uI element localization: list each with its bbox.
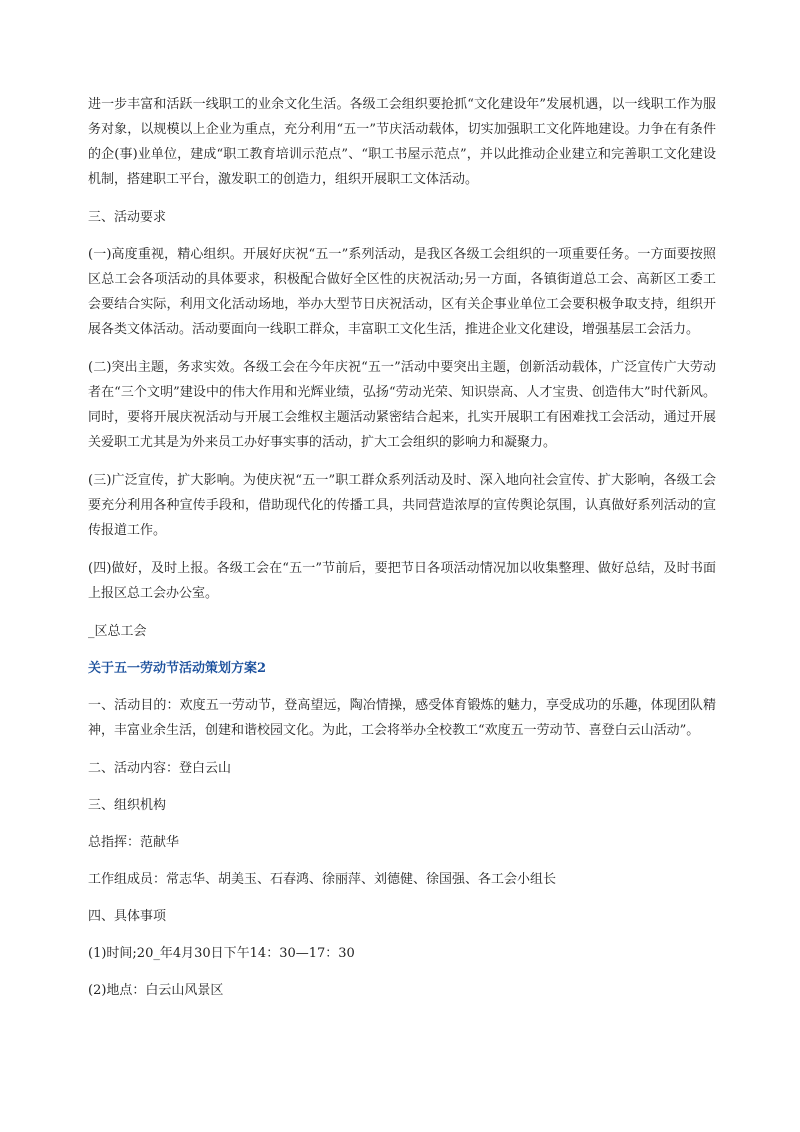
- time-line: (1)时间;20_年4月30日下午14：30—17：30: [88, 946, 355, 961]
- commander-line: 总指挥：范献华: [88, 835, 180, 850]
- content-line: 二、活动内容：登白云山: [88, 761, 232, 776]
- location-line: (2)地点：白云山风景区: [88, 983, 224, 998]
- details-heading: 四、具体事项: [88, 909, 167, 924]
- requirement-paragraph-4: (四)做好，及时上报。各级工会在“五一”节前后，要把节日各项活动情况加以收集整理、做好总结，及时书面上报区总工会办公室。: [88, 561, 716, 601]
- signature-line: _区总工会: [88, 624, 147, 639]
- requirement-paragraph-1: (一)高度重视，精心组织。开展好庆祝“五一”系列活动，是我区各级工会组织的一项重要任务。一方面要按照区总工会各项活动的具体要求，积极配合做好全区性的庆祝活动;另一方面，各镇街道总工会、高新区工委工会要结合实际，利用文化活动场地，举办大型节日庆祝活动，区有关企事业单位工会要积极争取支持，组织开展各类文体活动。活动要面向一线职工群众，丰富职工文化生活，推进企业文化建设，增强基层工会活力。: [88, 247, 716, 337]
- team-members-line: 工作组成员：常志华、胡美玉、石春鸿、徐丽萍、刘德健、徐国强、各工会小组长: [88, 872, 557, 887]
- plan-title-heading: 关于五一劳动节活动策划方案2: [88, 661, 267, 676]
- intro-paragraph: 进一步丰富和活跃一线职工的业余文化生活。各级工会组织要抢抓“文化建设年”发展机遇，以一线职工作为服务对象，以规模以上企业为重点，充分利用“五一”节庆活动载体，切实加强职工文化阵地建设。力争在有条件的企(事)业单位，建成“职工教育培训示范点”、“职工书屋示范点”，并以此推动企业建立和完善职工文化建设机制，搭建职工平台，激发职工的创造力，组织开展职工文体活动。: [88, 97, 716, 187]
- document-page: [88, 92, 716, 1015]
- purpose-paragraph: 一、活动目的：欢度五一劳动节，登高望远，陶冶情操，感受体育锻炼的魅力，享受成功的乐趣，体现团队精神，丰富业余生活，创建和谐校园文化。为此，工会将举办全校教工“欢度五一劳动节、喜登白云山活动”。: [88, 698, 716, 738]
- section-heading-requirements: 三、活动要求: [88, 210, 167, 225]
- requirement-paragraph-3: (三)广泛宣传，扩大影响。为使庆祝“五一”职工群众系列活动及时、深入地向社会宣传、扩大影响，各级工会要充分利用各种宣传手段和，借助现代化的传播工具，共同营造浓厚的宣传舆论氛围，认真做好系列活动的宣传报道工作。: [88, 473, 716, 538]
- requirement-paragraph-2: (二)突出主题，务求实效。各级工会在今年庆祝“五一”活动中要突出主题，创新活动载体，广泛宣传广大劳动者在“三个文明”建设中的伟大作用和光辉业绩，弘扬“劳动光荣、知识崇高、人才宝贵、创造伟大”时代新风。同时，要将开展庆祝活动与开展工会维权主题活动紧密结合起来，扎实开展职工有困难找工会活动，通过开展关爱职工尤其是为外来员工办好事实事的活动，扩大工会组织的影响力和凝聚力。: [88, 360, 716, 450]
- organization-heading: 三、组织机构: [88, 798, 167, 813]
